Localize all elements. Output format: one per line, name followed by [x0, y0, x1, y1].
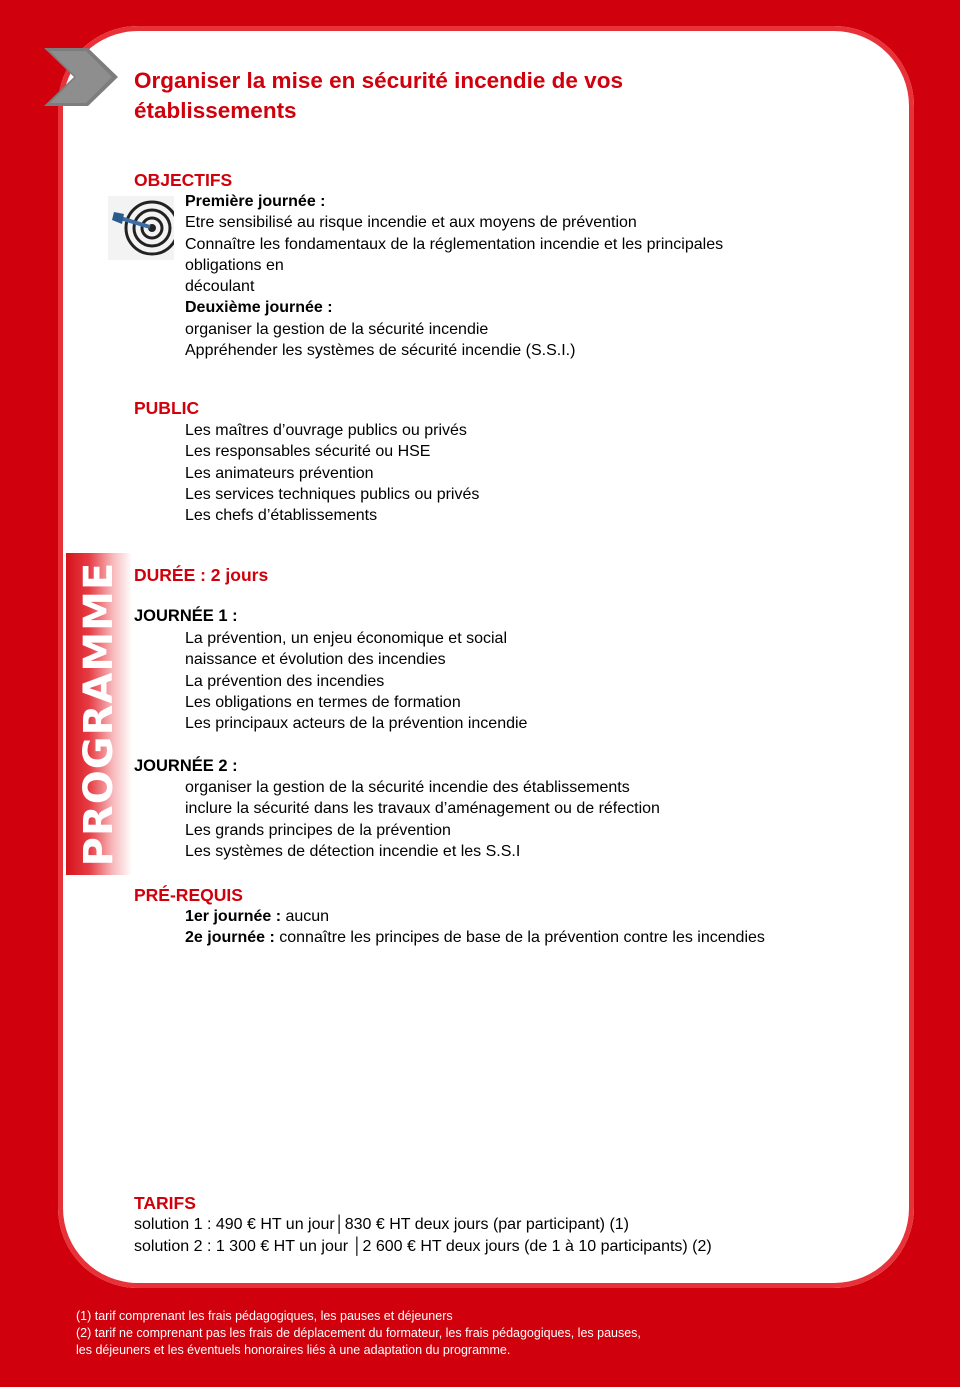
list-item: La prévention des incendies	[185, 672, 385, 690]
list-item: Les maîtres d’ouvrage publics ou privés	[185, 422, 467, 439]
duree-heading: DURÉE : 2 jours	[134, 565, 269, 585]
list-item: obligations en	[185, 256, 284, 274]
footnotes	[76, 1308, 641, 1359]
tarifs-heading: TARIFS	[134, 1193, 196, 1213]
list-item	[185, 906, 765, 927]
prerequis-day1-text: aucun	[281, 908, 330, 925]
day2-label: Deuxième journée :	[185, 299, 333, 317]
list-item: découlant	[185, 278, 255, 296]
objectifs-list	[185, 191, 723, 361]
tarif-line: solution 2 : 1 300 € HT un jour │2 600 € HT deux jours (de 1 à 10 participants) (2)	[134, 1238, 712, 1255]
prerequis-day1-label: 1er journée :	[185, 908, 282, 925]
objectifs-heading: OBJECTIFS	[134, 170, 233, 190]
footnote: (1) tarif comprenant les frais pédagogiques, les pauses et déjeuners	[76, 1309, 453, 1323]
footnote: les déjeuners et les éventuels honoraires liés à une adaptation du programme.	[76, 1343, 511, 1357]
list-item: Les services techniques publics ou privés	[185, 485, 480, 503]
list-item: inclure la sécurité dans les travaux d’aménagement ou de réfection	[185, 800, 660, 818]
journee2-label: JOURNÉE 2 :	[134, 757, 238, 775]
tarif-line: solution 1 : 490 € HT un jour│830 € HT deux jours (par participant) (1)	[134, 1216, 629, 1233]
public-heading: PUBLIC	[134, 398, 200, 418]
list-item: Connaître les fondamentaux de la réglementation incendie et les principales	[185, 235, 724, 253]
page-title: Organiser la mise en sécurité incendie de vos établissements	[134, 68, 623, 123]
prerequis-day2-label: 2e journée :	[185, 929, 275, 947]
target-dart-icon	[108, 196, 174, 260]
list-item: Appréhender les systèmes de sécurité incendie (S.S.I.)	[185, 342, 576, 360]
journee2-list	[185, 777, 660, 862]
list-item: organiser la gestion de la sécurité incendie	[185, 320, 489, 338]
list-item: organiser la gestion de la sécurité incendie des établissements	[185, 779, 630, 796]
list-item: Les obligations en termes de formation	[185, 693, 461, 711]
journee1-list	[185, 628, 527, 734]
prerequis-day2-text: connaître les principes de base de la prévention contre les incendies	[274, 929, 765, 947]
public-list	[185, 420, 479, 526]
list-item: Les systèmes de détection incendie et les S.S.I	[185, 842, 521, 860]
list-item: Les grands principes de la prévention	[185, 821, 451, 839]
list-item: Les principaux acteurs de la prévention incendie	[185, 715, 528, 733]
programme-side-tab	[66, 553, 132, 875]
list-item: naissance et évolution des incendies	[185, 651, 446, 669]
list-item: Les responsables sécurité ou HSE	[185, 443, 431, 461]
list-item: Les chefs d’établissements	[185, 507, 378, 525]
tarifs-list	[134, 1214, 712, 1258]
list-item: Etre sensibilisé au risque incendie et aux moyens de prévention	[185, 214, 637, 232]
journee1-label: JOURNÉE 1 :	[134, 607, 238, 625]
prerequis-heading: PRÉ-REQUIS	[134, 885, 243, 905]
day1-label: Première journée :	[185, 193, 326, 210]
prerequis-list	[185, 906, 765, 949]
list-item: Les animateurs prévention	[185, 464, 374, 482]
list-item: La prévention, un enjeu économique et social	[185, 630, 507, 647]
footnote: (2) tarif ne comprenant pas les frais de déplacement du formateur, les frais pédagogiques, les pauses,	[76, 1326, 641, 1340]
chevron-arrow-icon	[44, 48, 118, 106]
side-label: PROGRAMME	[76, 561, 122, 867]
list-item	[185, 927, 765, 948]
